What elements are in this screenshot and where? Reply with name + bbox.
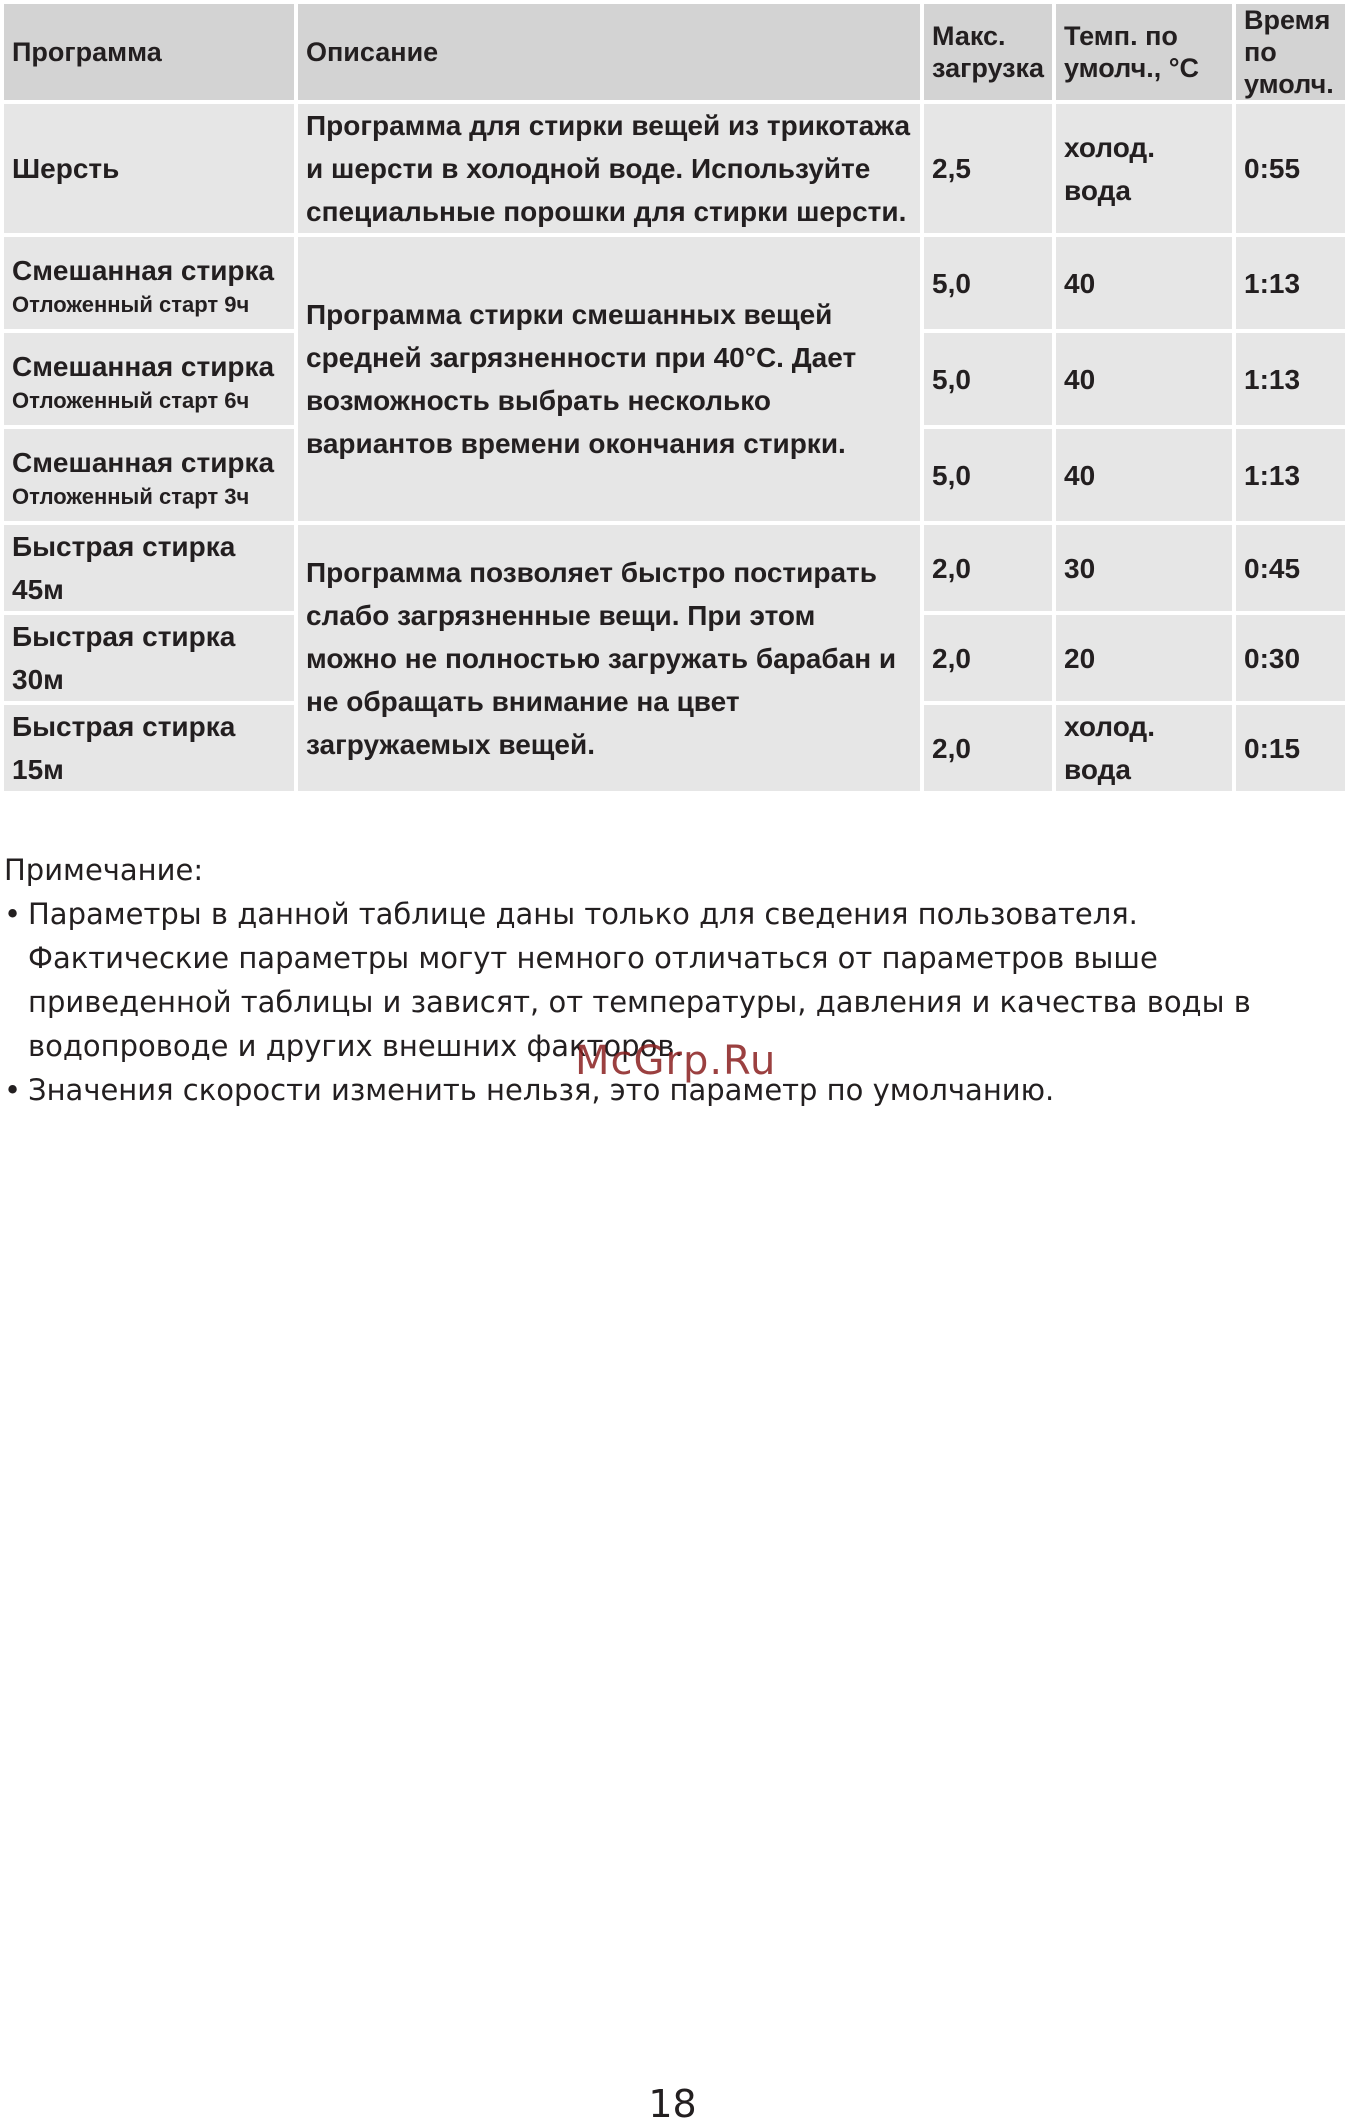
header-default-temp: Темп. по умолч., °C: [1056, 4, 1232, 100]
default-temp: 40: [1056, 237, 1232, 329]
header-description: Описание: [298, 4, 920, 100]
program-subtitle: Отложенный старт 3ч: [12, 483, 250, 509]
default-time: 1:13: [1236, 333, 1345, 425]
max-load: 5,0: [924, 429, 1052, 521]
program-name: Быстрая стирка 15м: [4, 705, 294, 791]
program-name-cell: [4, 333, 294, 425]
table-row: [4, 104, 1345, 233]
header-default-time: Время по умолч.: [1236, 4, 1345, 100]
header-max-load: Макс. загрузка: [924, 4, 1052, 100]
program-description: Программа позволяет быстро постирать слабо загрязненные вещи. При этом можно не полностью загружать барабан и не обращать внимание на цвет загружаемых вещей.: [298, 525, 920, 791]
note-text: Параметры в данной таблице даны только для сведения пользователя. Фактические параметры могут немного отличаться от параметров выше приведенной таблицы и зависят, от температуры, давления и качества воды в водопроводе и других внешних факторов.: [28, 897, 1251, 1063]
program-subtitle: Отложенный старт 6ч: [12, 387, 250, 413]
programs-table: [0, 0, 1345, 795]
table-row: [4, 525, 1345, 611]
default-temp: 20: [1056, 615, 1232, 701]
program-name: Быстрая стирка 30м: [4, 615, 294, 701]
table-row: [4, 237, 1345, 329]
bullet-icon: •: [4, 1073, 22, 1107]
max-load: 2,5: [924, 104, 1052, 233]
default-temp: холод. вода: [1056, 104, 1232, 233]
program-name: Быстрая стирка 45м: [4, 525, 294, 611]
program-description: Программа для стирки вещей из трикотажа и шерсти в холодной воде. Используйте специальные порошки для стирки шерсти.: [298, 104, 920, 233]
program-name: Смешанная стирка: [12, 254, 275, 286]
default-temp: 40: [1056, 429, 1232, 521]
default-temp: 30: [1056, 525, 1232, 611]
program-name: Смешанная стирка: [12, 350, 275, 382]
bullet-icon: •: [4, 897, 22, 931]
max-load: 2,0: [924, 525, 1052, 611]
page-number: 18: [648, 2082, 697, 2126]
max-load: 5,0: [924, 333, 1052, 425]
default-temp: холод. вода: [1056, 705, 1232, 791]
program-name-cell: [4, 429, 294, 521]
program-description: Программа стирки смешанных вещей средней загрязненности при 40°С. Дает возможность выбрать несколько вариантов времени окончания стирки.: [298, 237, 920, 521]
notes-title: Примечание:: [4, 853, 204, 887]
watermark: McGrp.Ru: [575, 1038, 777, 1084]
default-time: 1:13: [1236, 429, 1345, 521]
program-name: Смешанная стирка: [12, 446, 275, 478]
default-time: 0:55: [1236, 104, 1345, 233]
program-name-cell: [4, 237, 294, 329]
table-header-row: [4, 4, 1345, 100]
default-time: 0:45: [1236, 525, 1345, 611]
header-program: Программа: [4, 4, 294, 100]
program-name: Шерсть: [4, 104, 294, 233]
default-time: 1:13: [1236, 237, 1345, 329]
max-load: 5,0: [924, 237, 1052, 329]
default-time: 0:15: [1236, 705, 1345, 791]
note-text: Значения скорости изменить нельзя, это параметр по умолчанию.: [28, 1073, 1055, 1107]
max-load: 2,0: [924, 615, 1052, 701]
program-subtitle: Отложенный старт 9ч: [12, 291, 250, 317]
max-load: 2,0: [924, 705, 1052, 791]
default-temp: 40: [1056, 333, 1232, 425]
default-time: 0:30: [1236, 615, 1345, 701]
